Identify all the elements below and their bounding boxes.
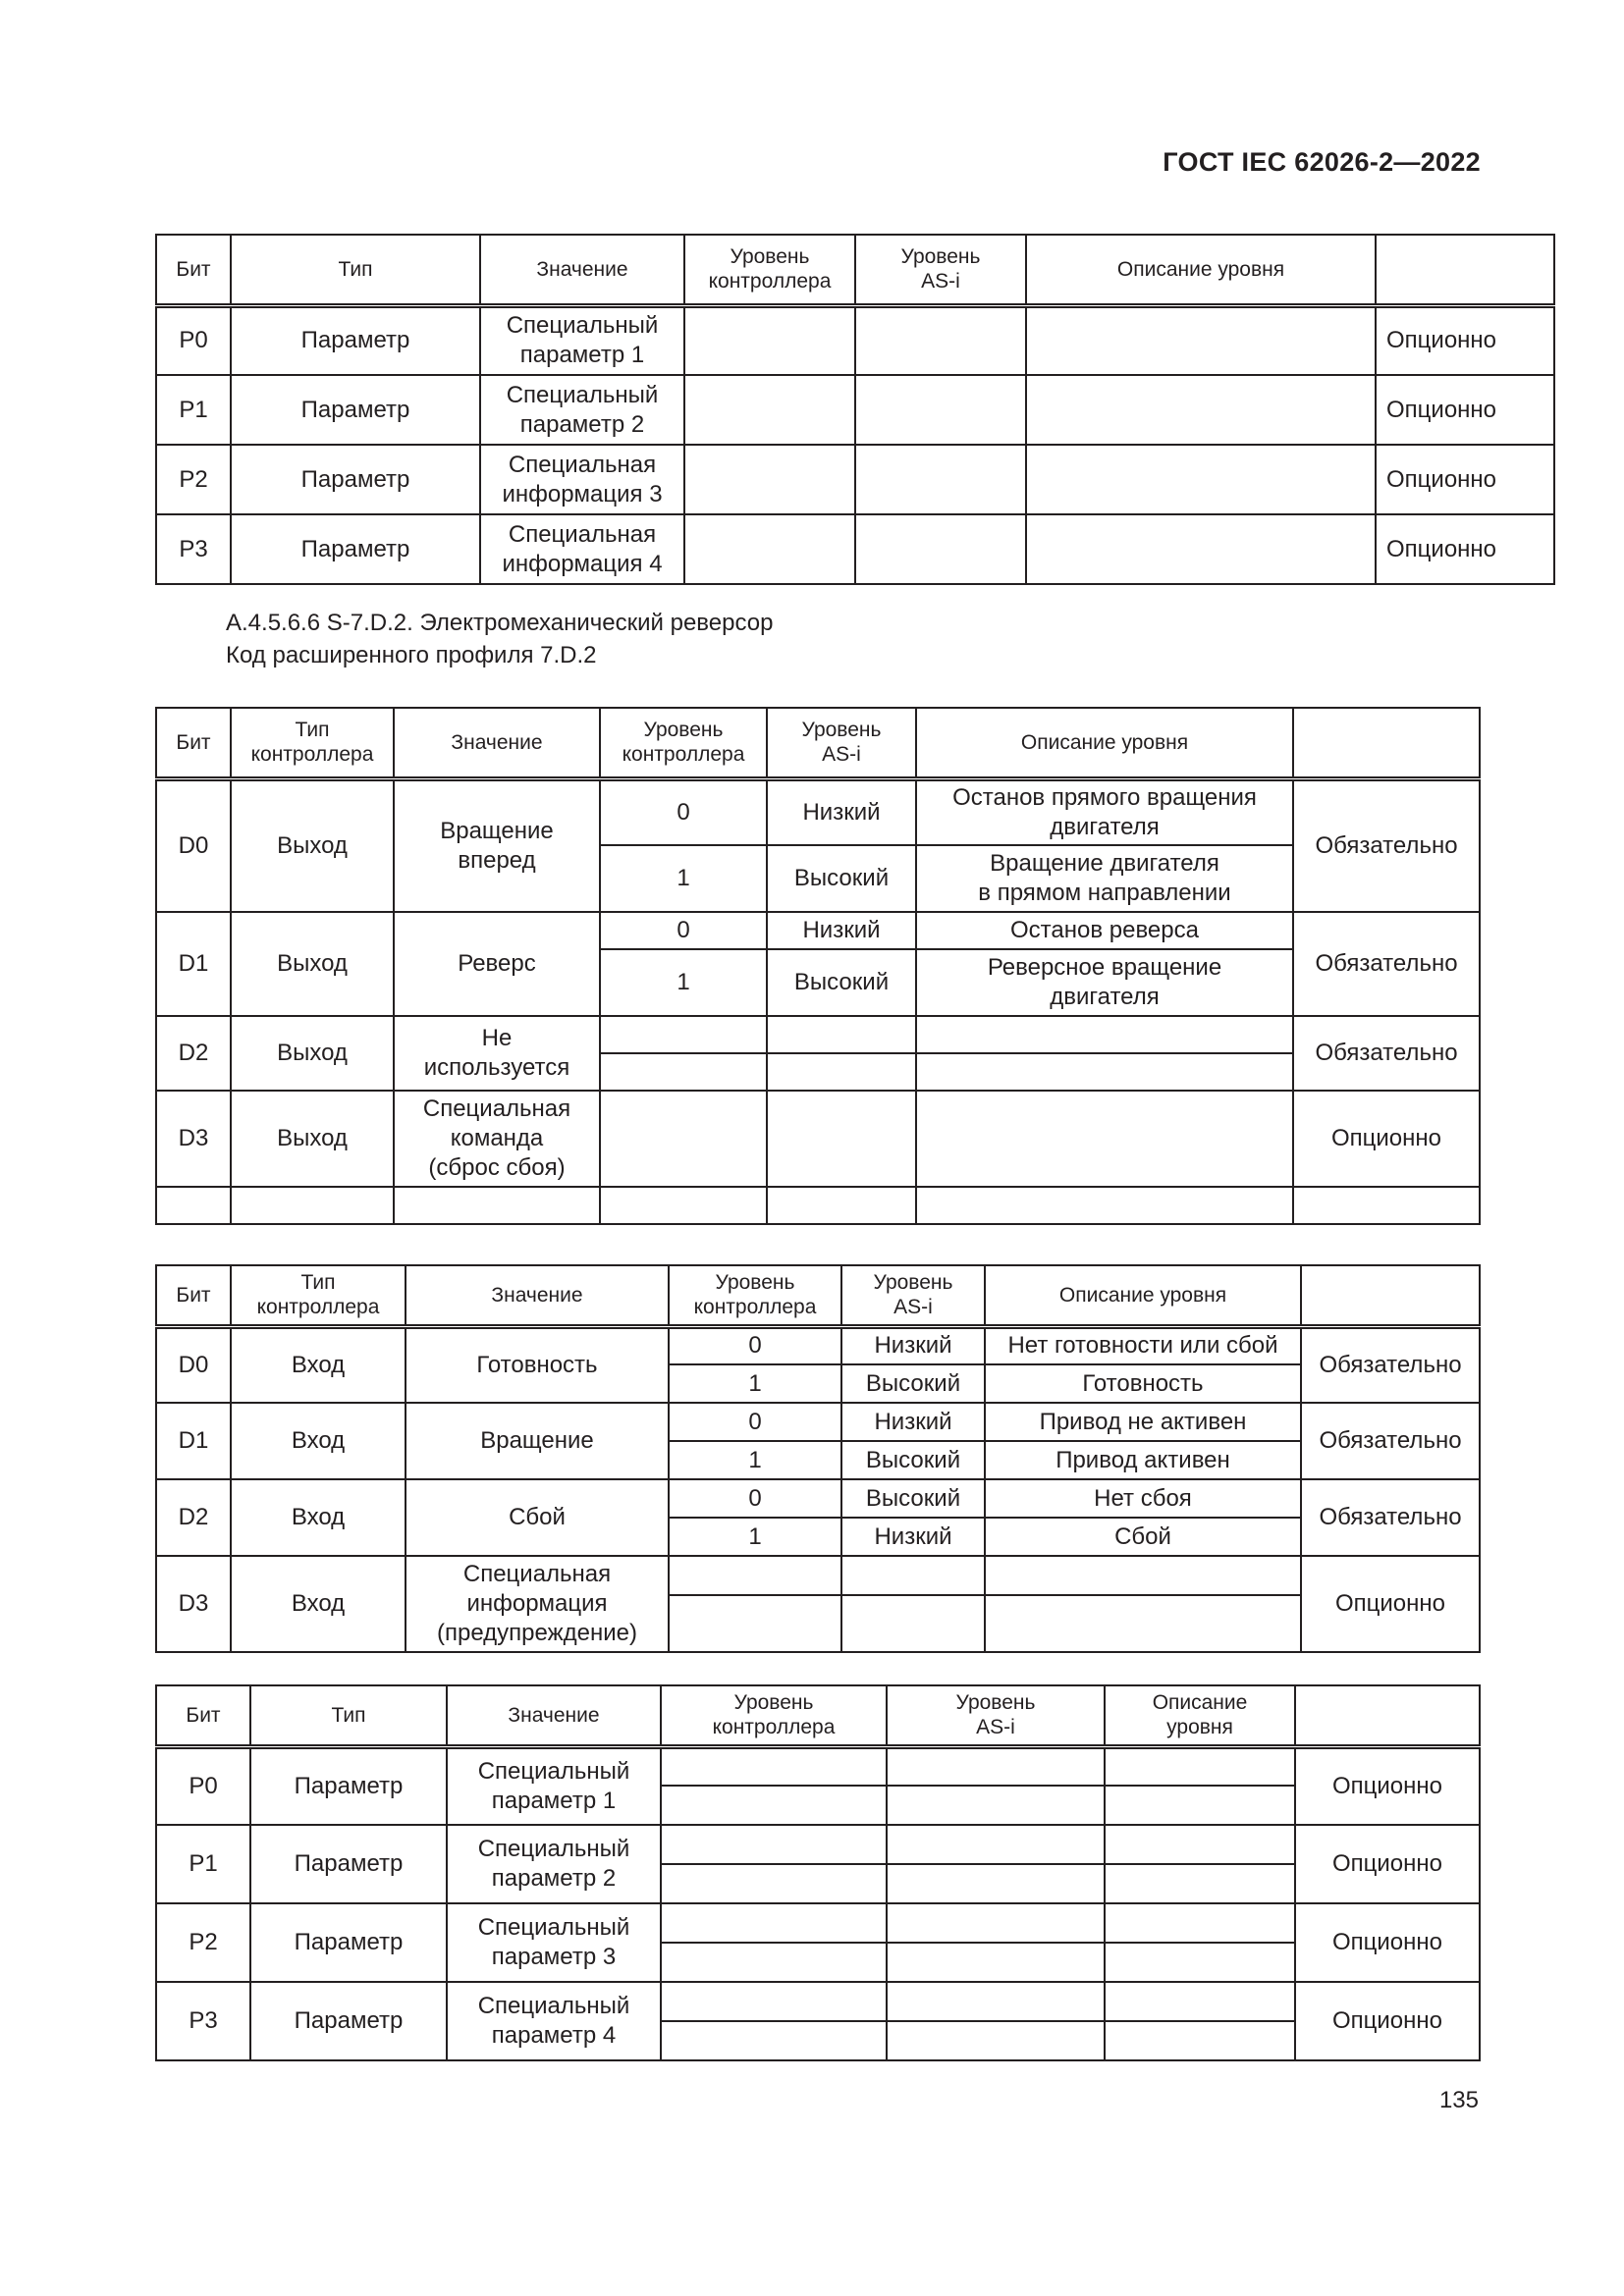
empty-cell [156, 1187, 231, 1224]
empty-cell [1105, 1903, 1295, 1943]
type-cell: Параметр [231, 305, 480, 375]
bit-cell: D1 [156, 912, 231, 1016]
bit-cell: P3 [156, 1982, 250, 2060]
table-row [156, 1556, 1480, 1595]
meaning-cell: Реверс [394, 912, 600, 1016]
empty-cell [231, 1187, 394, 1224]
table-row [156, 1016, 1480, 1053]
bit-cell: D1 [156, 1403, 231, 1479]
empty-cell [855, 375, 1026, 445]
empty-cell [1026, 375, 1376, 445]
asi-level-cell: Высокий [767, 949, 916, 1016]
header-level-description: Описание уровня [985, 1265, 1301, 1326]
controller-level-cell: 1 [669, 1441, 841, 1479]
table-row [156, 1825, 1480, 1864]
asi-level-cell: Низкий [841, 1326, 985, 1364]
requirement-cell: Обязательно [1301, 1326, 1480, 1403]
requirement-cell: Опционно [1376, 514, 1554, 584]
table-row [156, 375, 1554, 445]
empty-cell [661, 1943, 887, 1982]
asi-level-cell: Низкий [767, 778, 916, 845]
empty-cell [1026, 445, 1376, 514]
bit-cell: P1 [156, 1825, 250, 1903]
empty-cell [841, 1556, 985, 1595]
meaning-cell: Специальная информация 3 [480, 445, 684, 514]
empty-cell [1026, 305, 1376, 375]
section-subheading: Код расширенного профиля 7.D.2 [226, 642, 597, 668]
empty-cell [661, 1982, 887, 2021]
header-bit: Бит [156, 708, 231, 778]
table-row [156, 1903, 1480, 1943]
header-meaning: Значение [394, 708, 600, 778]
level-description-cell: Останов реверса [916, 912, 1293, 949]
controller-level-cell: 1 [669, 1364, 841, 1403]
type-cell: Вход [231, 1326, 406, 1403]
empty-cell [661, 2021, 887, 2060]
asi-level-cell: Высокий [841, 1364, 985, 1403]
empty-cell [767, 1016, 916, 1053]
empty-cell [916, 1091, 1293, 1187]
table-outputs [155, 707, 1481, 1225]
empty-cell [916, 1053, 1293, 1091]
bit-cell: D0 [156, 778, 231, 912]
controller-level-cell: 0 [600, 778, 767, 845]
meaning-cell: Специальный параметр 2 [480, 375, 684, 445]
type-cell: Параметр [231, 514, 480, 584]
requirement-cell: Опционно [1295, 1903, 1480, 1982]
controller-level-cell: 1 [600, 949, 767, 1016]
bit-cell: P2 [156, 1903, 250, 1982]
header-type: Тип [231, 235, 480, 305]
empty-cell [661, 1903, 887, 1943]
type-cell: Вход [231, 1479, 406, 1556]
requirement-cell: Опционно [1295, 1982, 1480, 2060]
controller-level-cell: 0 [669, 1479, 841, 1518]
empty-cell [1105, 2021, 1295, 2060]
meaning-cell: Специальный параметр 2 [447, 1825, 661, 1903]
empty-cell [600, 1016, 767, 1053]
header-controller-type: Тип контроллера [231, 708, 394, 778]
meaning-cell: Вращение [406, 1403, 669, 1479]
bit-cell: D3 [156, 1556, 231, 1652]
empty-cell [661, 1864, 887, 1903]
table-parameters-1 [155, 234, 1555, 585]
table-row [156, 1326, 1480, 1364]
requirement-cell: Обязательно [1301, 1479, 1480, 1556]
meaning-cell: Специальная команда (сброс сбоя) [394, 1091, 600, 1187]
requirement-cell: Опционно [1376, 305, 1554, 375]
empty-cell [600, 1053, 767, 1091]
meaning-cell: Специальная информация 4 [480, 514, 684, 584]
level-description-cell: Нет готовности или сбой [985, 1326, 1301, 1364]
empty-cell [887, 2021, 1105, 2060]
header-bit: Бит [156, 235, 231, 305]
empty-cell [661, 1825, 887, 1864]
header-level-description: Описание уровня [1026, 235, 1376, 305]
table-row [156, 1479, 1480, 1518]
type-cell: Параметр [250, 1746, 447, 1825]
empty-cell [1105, 1864, 1295, 1903]
meaning-cell: Готовность [406, 1326, 669, 1403]
requirement-cell: Обязательно [1301, 1403, 1480, 1479]
level-description-cell: Привод не активен [985, 1403, 1301, 1441]
empty-cell [1105, 1825, 1295, 1864]
header-controller-level: Уровень контроллера [600, 708, 767, 778]
empty-cell [985, 1595, 1301, 1652]
requirement-cell: Опционно [1376, 375, 1554, 445]
asi-level-cell: Низкий [841, 1518, 985, 1556]
table-row [156, 1091, 1480, 1187]
empty-cell [684, 375, 855, 445]
empty-cell [916, 1016, 1293, 1053]
bit-cell: P0 [156, 1746, 250, 1825]
type-cell: Выход [231, 912, 394, 1016]
meaning-cell: Сбой [406, 1479, 669, 1556]
empty-cell [669, 1595, 841, 1652]
empty-cell [669, 1556, 841, 1595]
type-cell: Выход [231, 778, 394, 912]
meaning-cell: Специальный параметр 4 [447, 1982, 661, 2060]
controller-level-cell: 1 [600, 845, 767, 912]
level-description-cell: Реверсное вращение двигателя [916, 949, 1293, 1016]
empty-cell [1105, 1786, 1295, 1825]
table-row [156, 1187, 1480, 1224]
empty-cell [394, 1187, 600, 1224]
header-meaning: Значение [447, 1685, 661, 1746]
meaning-cell: Специальный параметр 1 [447, 1746, 661, 1825]
empty-cell [887, 1746, 1105, 1786]
empty-cell [887, 1903, 1105, 1943]
header-bit: Бит [156, 1265, 231, 1326]
level-description-cell: Останов прямого вращения двигателя [916, 778, 1293, 845]
controller-level-cell: 1 [669, 1518, 841, 1556]
empty-cell [887, 1864, 1105, 1903]
type-cell: Параметр [231, 375, 480, 445]
empty-cell [1105, 1746, 1295, 1786]
bit-cell: P2 [156, 445, 231, 514]
bit-cell: P0 [156, 305, 231, 375]
page-number: 135 [1438, 2087, 1479, 2113]
asi-level-cell: Высокий [767, 845, 916, 912]
type-cell: Вход [231, 1556, 406, 1652]
header-asi-level: Уровень AS-i [855, 235, 1026, 305]
empty-cell [887, 1825, 1105, 1864]
header-requirement [1295, 1685, 1480, 1746]
level-description-cell: Привод активен [985, 1441, 1301, 1479]
empty-cell [855, 514, 1026, 584]
requirement-cell: Опционно [1293, 1091, 1480, 1187]
table-row [156, 445, 1554, 514]
empty-cell [916, 1187, 1293, 1224]
header-level-description: Описание уровня [1105, 1685, 1295, 1746]
bit-cell: D2 [156, 1016, 231, 1091]
meaning-cell: Специальный параметр 1 [480, 305, 684, 375]
empty-cell [855, 305, 1026, 375]
bit-cell: P1 [156, 375, 231, 445]
empty-cell [887, 1982, 1105, 2021]
header-asi-level: Уровень AS-i [841, 1265, 985, 1326]
header-asi-level: Уровень AS-i [887, 1685, 1105, 1746]
asi-level-cell: Высокий [841, 1479, 985, 1518]
empty-cell [1105, 1943, 1295, 1982]
level-description-cell: Нет сбоя [985, 1479, 1301, 1518]
meaning-cell: Вращение вперед [394, 778, 600, 912]
section-heading: А.4.5.6.6 S-7.D.2. Электромеханический реверсор [226, 610, 774, 636]
header-type: Тип [250, 1685, 447, 1746]
meaning-cell: Не используется [394, 1016, 600, 1091]
header-level-description: Описание уровня [916, 708, 1293, 778]
header-controller-level: Уровень контроллера [669, 1265, 841, 1326]
empty-cell [985, 1556, 1301, 1595]
asi-level-cell: Низкий [841, 1403, 985, 1441]
type-cell: Параметр [250, 1982, 447, 2060]
requirement-cell: Опционно [1376, 445, 1554, 514]
asi-level-cell: Низкий [767, 912, 916, 949]
table-inputs [155, 1264, 1481, 1653]
empty-cell [1293, 1187, 1480, 1224]
table-row [156, 778, 1480, 845]
header-bit: Бит [156, 1685, 250, 1746]
controller-level-cell: 0 [669, 1326, 841, 1364]
empty-cell [661, 1746, 887, 1786]
table-row [156, 1746, 1480, 1786]
asi-level-cell: Высокий [841, 1441, 985, 1479]
header-meaning: Значение [406, 1265, 669, 1326]
requirement-cell: Обязательно [1293, 778, 1480, 912]
table-row [156, 305, 1554, 375]
empty-cell [600, 1091, 767, 1187]
header-controller-type: Тип контроллера [231, 1265, 406, 1326]
type-cell: Параметр [231, 445, 480, 514]
header-requirement [1301, 1265, 1480, 1326]
controller-level-cell: 0 [600, 912, 767, 949]
empty-cell [661, 1786, 887, 1825]
empty-cell [887, 1943, 1105, 1982]
empty-cell [684, 445, 855, 514]
requirement-cell: Опционно [1301, 1556, 1480, 1652]
type-cell: Параметр [250, 1903, 447, 1982]
level-description-cell: Вращение двигателя в прямом направлении [916, 845, 1293, 912]
header-requirement [1293, 708, 1480, 778]
type-cell: Параметр [250, 1825, 447, 1903]
type-cell: Вход [231, 1403, 406, 1479]
empty-cell [855, 445, 1026, 514]
empty-cell [1026, 514, 1376, 584]
table-row [156, 514, 1554, 584]
type-cell: Выход [231, 1016, 394, 1091]
requirement-cell: Опционно [1295, 1825, 1480, 1903]
requirement-cell: Обязательно [1293, 912, 1480, 1016]
table-parameters-2 [155, 1684, 1481, 2061]
table-row [156, 1403, 1480, 1441]
controller-level-cell: 0 [669, 1403, 841, 1441]
header-controller-level: Уровень контроллера [661, 1685, 887, 1746]
header-controller-level: Уровень контроллера [684, 235, 855, 305]
empty-cell [767, 1187, 916, 1224]
bit-cell: P3 [156, 514, 231, 584]
requirement-cell: Опционно [1295, 1746, 1480, 1825]
header-asi-level: Уровень AS-i [767, 708, 916, 778]
requirement-cell: Обязательно [1293, 1016, 1480, 1091]
section-title [226, 607, 773, 671]
header-meaning: Значение [480, 235, 684, 305]
bit-cell: D0 [156, 1326, 231, 1403]
header-requirement [1376, 235, 1554, 305]
empty-cell [767, 1053, 916, 1091]
level-description-cell: Готовность [985, 1364, 1301, 1403]
table-row [156, 912, 1480, 949]
empty-cell [684, 514, 855, 584]
type-cell: Выход [231, 1091, 394, 1187]
empty-cell [600, 1187, 767, 1224]
meaning-cell: Специальный параметр 3 [447, 1903, 661, 1982]
bit-cell: D2 [156, 1479, 231, 1556]
empty-cell [841, 1595, 985, 1652]
empty-cell [887, 1786, 1105, 1825]
bit-cell: D3 [156, 1091, 231, 1187]
empty-cell [767, 1091, 916, 1187]
level-description-cell: Сбой [985, 1518, 1301, 1556]
meaning-cell: Специальная информация (предупреждение) [406, 1556, 669, 1652]
document-header: ГОСТ IEC 62026-2—2022 [1163, 147, 1481, 177]
empty-cell [684, 305, 855, 375]
table-row [156, 1982, 1480, 2021]
empty-cell [1105, 1982, 1295, 2021]
